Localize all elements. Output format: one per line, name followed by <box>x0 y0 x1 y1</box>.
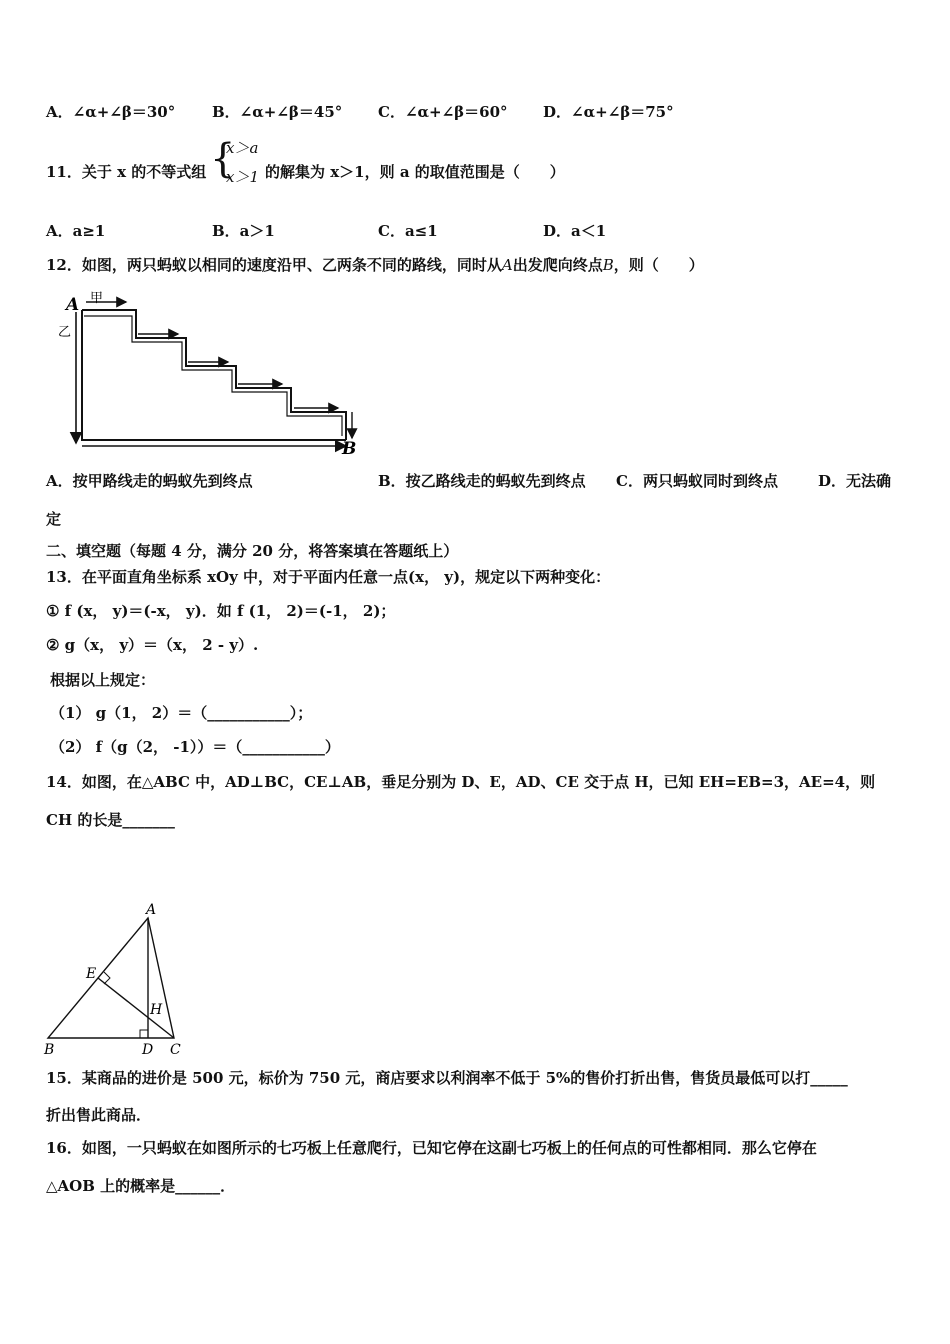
q14-label-a: A <box>146 902 157 918</box>
q14-right-angle-d <box>140 1030 148 1038</box>
q11-system-line1: x＞a <box>226 139 259 157</box>
q14-triangle-abc <box>48 918 174 1038</box>
q12-jia-path <box>82 310 346 440</box>
q14-right-angle-e <box>104 972 110 984</box>
q16-line-2: △AOB 上的概率是______． <box>46 1177 236 1195</box>
q12-label-b: B <box>342 439 357 458</box>
q12-option-a: A．按甲路线走的蚂蚁先到终点 <box>46 472 253 490</box>
q14-label-d: D <box>142 1042 154 1058</box>
q13-rule-2: ② g（x， y）＝（x， 2 - y）. <box>46 636 259 654</box>
q15-line-1: 15．某商品的进价是 500 元，标价为 750 元，商店要求以利润率不低于 5%的售价打折出售，售货员最低可以打_____ <box>46 1069 848 1087</box>
q13-part-1: （1） g（1， 2）＝（___________）； <box>50 704 313 722</box>
q11-suffix: 的解集为 x＞1，则 a 的取值范围是（ ） <box>265 163 565 181</box>
q11-option-b: B．a＞1 <box>212 222 275 240</box>
q11-brace: { <box>210 136 236 182</box>
q14-triangle-figure <box>40 900 200 1060</box>
q12-option-c: C．两只蚂蚁同时到终点 <box>616 472 778 490</box>
q14-line-1: 14．如图，在△ABC 中，AD⊥BC，CE⊥AB，垂足分别为 D、E，AD、CE 交于点 H，已知 EH=EB=3，AE=4，则 <box>46 773 876 791</box>
q13-stem: 13．在平面直角坐标系 xOy 中，对于平面内任意一点(x， y)，规定以下两种变化： <box>46 568 611 586</box>
q14-label-e: E <box>86 966 97 982</box>
q12-point-a: A <box>501 256 513 274</box>
q10-option-a: A．∠α+∠β＝30° <box>46 103 176 121</box>
q12-label-a: A <box>66 295 80 315</box>
q14-label-c: C <box>170 1042 181 1058</box>
q11-option-c: C．a≤1 <box>378 222 438 240</box>
section-heading-fill-in: 二、填空题（每题 4 分，满分 20 分，将答案填在答题纸上） <box>46 542 459 560</box>
q12-option-b: B．按乙路线走的蚂蚁先到终点 <box>378 472 586 490</box>
q12-option-d-wrap: 定 <box>46 510 62 528</box>
q12-jia-inner <box>84 316 342 436</box>
q12-outer-path <box>82 310 346 440</box>
q11-option-a: A．a≥1 <box>46 222 106 240</box>
q11-option-d: D．a＜1 <box>543 222 607 240</box>
q16-line-1: 16．如图，一只蚂蚁在如图所示的七巧板上任意爬行，已知它停在这副七巧板上的任何点的可性都相同．那么它停在 <box>46 1139 817 1157</box>
q14-line-2: CH 的长是_______ <box>46 811 175 829</box>
q12-option-d: D．无法确 <box>818 472 892 490</box>
q10-option-d: D．∠α+∠β＝75° <box>543 103 674 121</box>
q11-prefix: 11．关于 x 的不等式组 <box>46 163 207 181</box>
q13-lead: 根据以上规定： <box>50 671 156 689</box>
q14-label-b: B <box>44 1042 55 1058</box>
q13-rule-1: ① f (x， y)＝(-x， y)．如 f (1， 2)＝(-1， 2)； <box>46 602 396 620</box>
q15-line-2: 折出售此商品． <box>46 1106 152 1124</box>
q12-label-jia: 甲 <box>90 291 104 306</box>
q11-system-line2: x＞1 <box>226 168 260 186</box>
q13-part-2: （2） f（g（2， -1））＝（___________） <box>50 738 340 756</box>
q14-label-h: H <box>150 1002 163 1018</box>
q10-option-c: C．∠α+∠β＝60° <box>378 103 508 121</box>
q12-label-yi: 乙 <box>58 325 72 340</box>
q12-point-b: B <box>602 256 614 274</box>
q12-staircase-figure <box>46 288 376 458</box>
q12-stem: 12．如图，两只蚂蚁以相同的速度沿甲、乙两条不同的路线，同时从A出发爬向终点B，则（ ） <box>46 256 704 274</box>
q10-option-b: B．∠α+∠β＝45° <box>212 103 343 121</box>
